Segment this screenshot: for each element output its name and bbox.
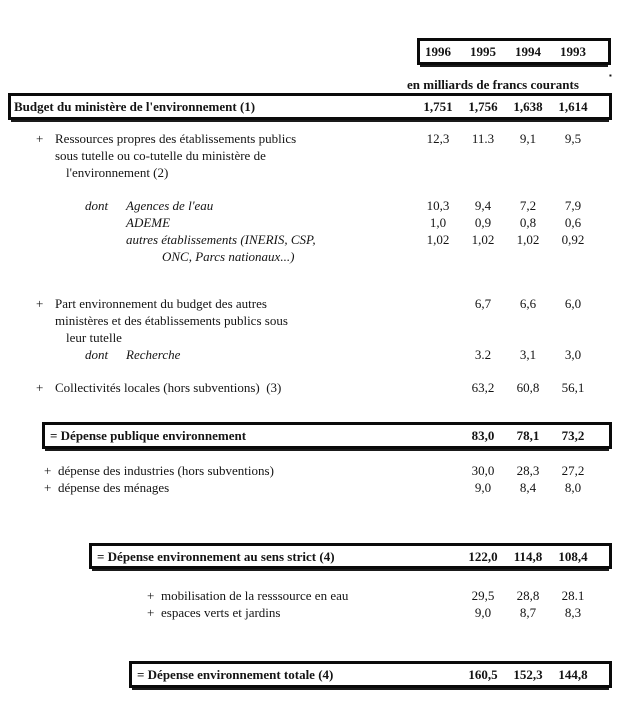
value-1995: 9,0 [474, 480, 492, 495]
value-1994: 152,3 [513, 667, 543, 682]
value-1995: 11.3 [471, 131, 495, 146]
value-1994: 1,638 [513, 99, 543, 114]
autres-etablissements-line1: autres établissements (INERIS, CSP, [126, 232, 316, 247]
budget-row-label: Budget du ministère de l'environnement (1) [14, 99, 256, 114]
value-1993: 1,614 [558, 99, 588, 114]
plus-sign: + [147, 588, 155, 603]
plus-sign: + [44, 463, 52, 478]
value-1994: 60,8 [516, 380, 540, 395]
value-1996: 12,3 [426, 131, 450, 146]
year-column-1995: 1995 [470, 44, 496, 59]
menages-label: dépense des ménages [58, 480, 170, 495]
value-1993: 0,6 [564, 215, 582, 230]
value-1993: 6,0 [564, 296, 582, 311]
value-1994: 28,8 [516, 588, 540, 603]
value-1994: 28,3 [516, 463, 540, 478]
value-1993: 108,4 [558, 549, 588, 564]
value-1995: 29,5 [471, 588, 495, 603]
part-env-line3: leur tutelle [66, 330, 122, 345]
value-1993: 28.1 [561, 588, 585, 603]
depense-publique-label: = Dépense publique environnement [50, 428, 247, 443]
dont-label: dont [85, 198, 109, 213]
sens-strict-label: = Dépense environnement au sens strict (4) [97, 549, 335, 564]
value-1995: 160,5 [468, 667, 498, 682]
value-1996: 1,02 [426, 232, 450, 247]
autres-etablissements-line2: ONC, Parcs nationaux...) [162, 249, 295, 264]
value-1995: 9,4 [474, 198, 492, 213]
value-1993: 144,8 [558, 667, 588, 682]
plus-sign: + [36, 296, 44, 311]
value-1994: 9,1 [519, 131, 537, 146]
ressources-line1: Ressources propres des établissements publics [55, 131, 297, 146]
plus-sign: + [147, 605, 155, 620]
agences-eau-label: Agences de l'eau [126, 198, 214, 213]
value-1993: 8,3 [564, 605, 582, 620]
value-1996: 10,3 [426, 198, 450, 213]
value-1994: 78,1 [516, 428, 540, 443]
value-1994: 3,1 [519, 347, 537, 362]
value-1995: 1,02 [471, 232, 495, 247]
value-1995: 83,0 [471, 428, 495, 443]
dont-label: dont [85, 347, 109, 362]
value-1994: 114,8 [513, 549, 543, 564]
mobilisation-label: mobilisation de la resssource en eau [161, 588, 349, 603]
value-1994: 8,4 [519, 480, 537, 495]
value-1995: 30,0 [471, 463, 495, 478]
value-1995: 0,9 [474, 215, 492, 230]
ademe-label: ADEME [126, 215, 171, 230]
year-column-1996: 1996 [425, 44, 451, 59]
industries-label: dépense des industries (hors subventions) [58, 463, 274, 478]
value-1994: 7,2 [519, 198, 537, 213]
value-1993: 9,5 [564, 131, 582, 146]
plus-sign: + [36, 380, 44, 395]
value-1995: 6,7 [474, 296, 492, 311]
value-1993: 0,92 [561, 232, 585, 247]
collectivites-label: Collectivités locales (hors subventions) (3) [55, 380, 282, 395]
part-env-line1: Part environnement du budget des autres [55, 296, 267, 311]
value-1994: 8,7 [519, 605, 537, 620]
espaces-verts-label: espaces verts et jardins [161, 605, 281, 620]
plus-sign: + [44, 480, 52, 495]
value-1994: 0,8 [519, 215, 537, 230]
recherche-label: Recherche [126, 347, 181, 362]
ressources-line2: sous tutelle ou co-tutelle du ministère de [55, 148, 266, 163]
value-1993: 73,2 [561, 428, 585, 443]
value-1994: 6,6 [519, 296, 537, 311]
value-1993: 7,9 [564, 198, 582, 213]
year-column-1993: 1993 [560, 44, 586, 59]
value-1995: 9,0 [474, 605, 492, 620]
value-1994: 1,02 [516, 232, 540, 247]
footnote-mark: ▪ [609, 71, 612, 80]
plus-sign: + [36, 131, 44, 146]
units-label: en milliards de francs courants [407, 77, 579, 92]
year-column-1994: 1994 [515, 44, 541, 59]
value-1993: 27,2 [561, 463, 585, 478]
part-env-line2: ministères et des établissements publics sous [55, 313, 288, 328]
value-1993: 8,0 [564, 480, 582, 495]
value-1996: 1,751 [423, 99, 453, 114]
value-1996: 1,0 [429, 215, 447, 230]
value-1993: 56,1 [561, 380, 585, 395]
value-1995: 3.2 [474, 347, 492, 362]
totale-label: = Dépense environnement totale (4) [137, 667, 334, 682]
value-1995: 1,756 [468, 99, 498, 114]
value-1995: 63,2 [471, 380, 495, 395]
value-1995: 122,0 [468, 549, 498, 564]
value-1993: 3,0 [564, 347, 582, 362]
ressources-line3: l'environnement (2) [66, 165, 169, 180]
